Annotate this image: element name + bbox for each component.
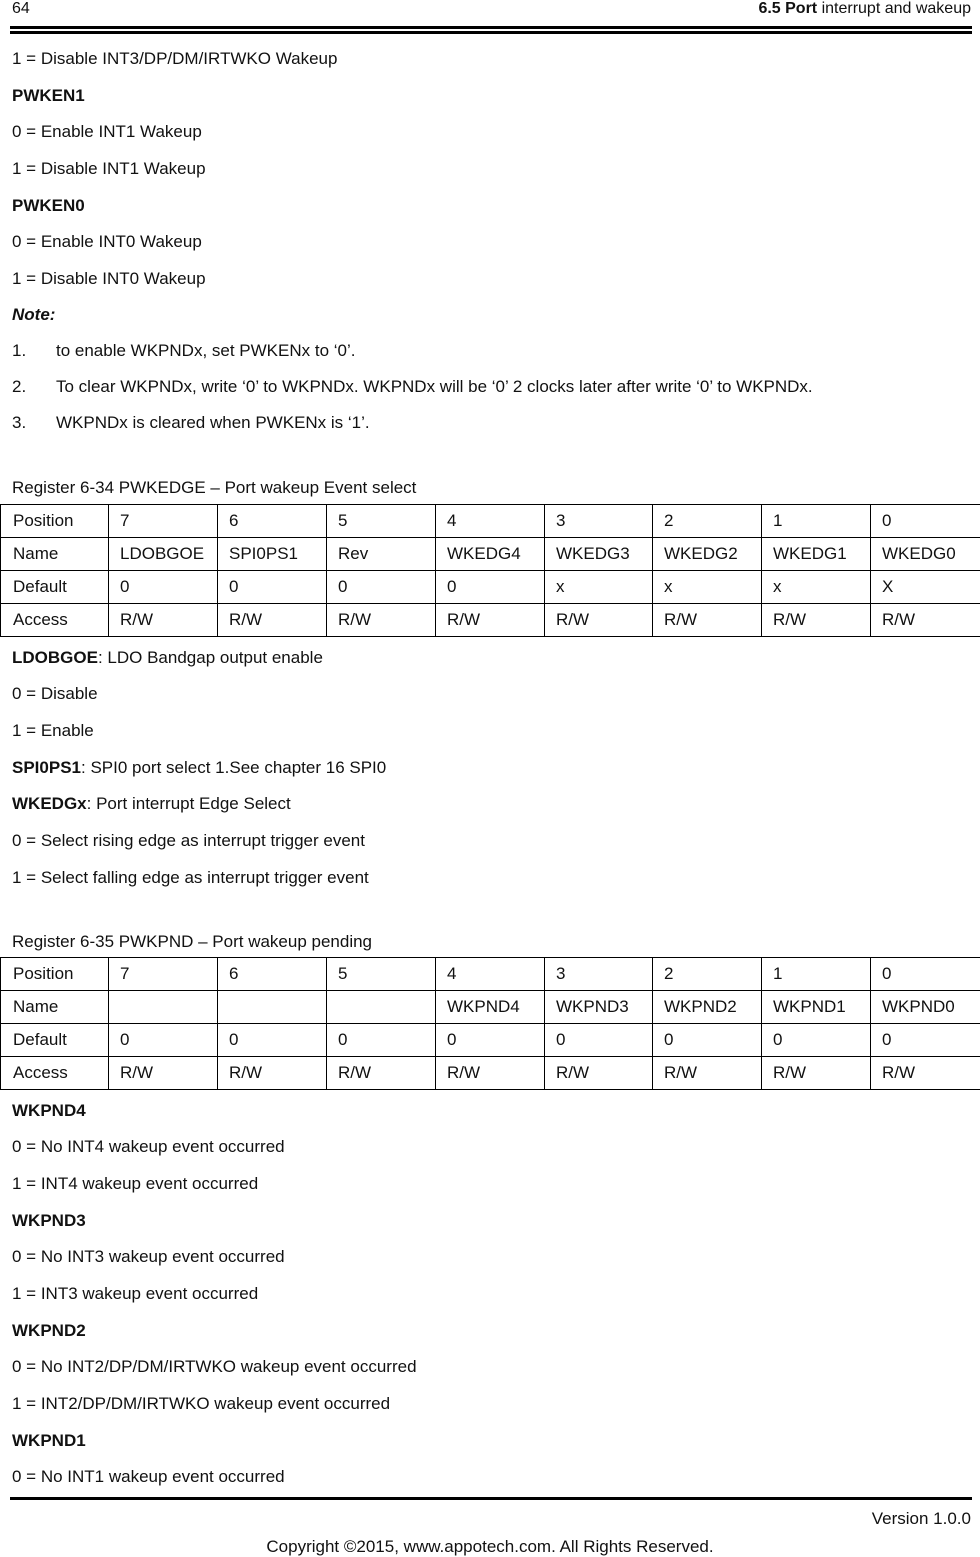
- header-rule-top: [10, 26, 972, 29]
- page-number: 64: [12, 0, 30, 17]
- table-cell: WKPND2: [653, 991, 762, 1024]
- table-cell: 0: [545, 1024, 653, 1057]
- section-title: [758, 0, 971, 18]
- table-cell: R/W: [871, 604, 980, 637]
- table-cell: WKEDG2: [653, 538, 762, 571]
- table-cell: 6: [218, 505, 327, 538]
- table-cell: X: [871, 571, 980, 604]
- table-cell: x: [653, 571, 762, 604]
- table-cell: 7: [109, 958, 218, 991]
- section-title-bold: 6.5 Port: [758, 0, 818, 17]
- table-cell: R/W: [109, 1057, 218, 1090]
- table-cell: [327, 991, 436, 1024]
- table-cell: Access: [1, 604, 109, 637]
- table-row: [1, 958, 980, 991]
- table-cell: R/W: [545, 604, 653, 637]
- field-description: [12, 648, 323, 668]
- table-cell: 0: [327, 1024, 436, 1057]
- table-cell: Position: [1, 505, 109, 538]
- table-cell: R/W: [436, 604, 545, 637]
- field-name: SPI0PS1: [12, 758, 81, 777]
- section-title-rest: interrupt and wakeup: [817, 0, 971, 17]
- page-header: [12, 0, 971, 22]
- field-description: [12, 758, 386, 778]
- field-heading: PWKEN0: [12, 196, 85, 215]
- table-cell: Default: [1, 1024, 109, 1057]
- table-cell: R/W: [762, 604, 871, 637]
- table-cell: 0: [436, 571, 545, 604]
- register-table-pwkpnd: [0, 957, 980, 1090]
- text-line: 0 = Disable: [12, 684, 98, 703]
- table-row: [1, 505, 980, 538]
- table-row: [1, 1024, 980, 1057]
- table-cell: WKEDG3: [545, 538, 653, 571]
- table-cell: Name: [1, 991, 109, 1024]
- table-cell: 6: [218, 958, 327, 991]
- table-cell: 0: [109, 1024, 218, 1057]
- text-line: 1 = Select falling edge as interrupt trigger event: [12, 868, 369, 887]
- header-rule-bottom: [10, 31, 972, 34]
- note-item-text: to enable WKPNDx, set PWKENx to ‘0’.: [56, 341, 356, 360]
- field-description: [12, 794, 291, 814]
- table-cell: Default: [1, 571, 109, 604]
- field-heading: WKPND1: [12, 1431, 86, 1450]
- table-cell: R/W: [218, 604, 327, 637]
- footer-rule: [10, 1497, 972, 1500]
- table-cell: 7: [109, 505, 218, 538]
- table-cell: 0: [871, 1024, 980, 1057]
- text-line: 0 = No INT4 wakeup event occurred: [12, 1137, 285, 1156]
- table-cell: Name: [1, 538, 109, 571]
- table-cell: x: [545, 571, 653, 604]
- table-cell: Access: [1, 1057, 109, 1090]
- text-line: 0 = No INT1 wakeup event occurred: [12, 1467, 285, 1486]
- table-cell: R/W: [109, 604, 218, 637]
- table-cell: 4: [436, 505, 545, 538]
- table-cell: [109, 991, 218, 1024]
- table-cell: 0: [762, 1024, 871, 1057]
- text-line: 0 = No INT3 wakeup event occurred: [12, 1247, 285, 1266]
- text-line: 0 = No INT2/DP/DM/IRTWKO wakeup event occurred: [12, 1357, 417, 1376]
- table-cell: R/W: [436, 1057, 545, 1090]
- note-title: Note:: [12, 305, 56, 324]
- table-cell: WKEDG4: [436, 538, 545, 571]
- footer-version: Version 1.0.0: [871, 1509, 971, 1528]
- note-item-number: 1.: [12, 341, 27, 360]
- text-line: 0 = Enable INT0 Wakeup: [12, 232, 202, 251]
- table-row: [1, 571, 980, 604]
- table-row: [1, 1057, 980, 1090]
- footer-copyright: Copyright ©2015, www.appotech.com. All Rights Reserved.: [266, 1537, 714, 1556]
- field-name: WKEDGx: [12, 794, 87, 813]
- register-caption: Register 6-34 PWKEDGE – Port wakeup Event select: [12, 478, 417, 497]
- table-cell: R/W: [871, 1057, 980, 1090]
- text-line: 0 = Select rising edge as interrupt trigger event: [12, 831, 365, 850]
- table-row: [1, 538, 980, 571]
- table-cell: 2: [653, 958, 762, 991]
- register-caption: Register 6-35 PWKPND – Port wakeup pending: [12, 932, 373, 951]
- table-cell: WKEDG1: [762, 538, 871, 571]
- table-cell: 0: [653, 1024, 762, 1057]
- table-cell: WKPND0: [871, 991, 980, 1024]
- table-cell: R/W: [653, 604, 762, 637]
- field-heading: PWKEN1: [12, 86, 85, 105]
- table-cell: 5: [327, 505, 436, 538]
- table-cell: R/W: [653, 1057, 762, 1090]
- table-cell: 0: [218, 571, 327, 604]
- table-cell: 0: [871, 505, 980, 538]
- field-heading: WKPND3: [12, 1211, 86, 1230]
- note-item-number: 3.: [12, 413, 27, 432]
- table-cell: WKPND3: [545, 991, 653, 1024]
- table-cell: LDOBGOE: [109, 538, 218, 571]
- table-row: [1, 604, 980, 637]
- text-line: 1 = Disable INT1 Wakeup: [12, 159, 206, 178]
- text-line: 1 = Disable INT0 Wakeup: [12, 269, 206, 288]
- table-cell: R/W: [327, 1057, 436, 1090]
- text-line: 1 = Disable INT3/DP/DM/IRTWKO Wakeup: [12, 49, 338, 68]
- note-item-text: WKPNDx is cleared when PWKENx is ‘1’.: [56, 413, 370, 432]
- field-heading: WKPND4: [12, 1101, 86, 1120]
- table-cell: 0: [871, 958, 980, 991]
- field-desc-text: : Port interrupt Edge Select: [86, 794, 291, 813]
- field-desc-text: : LDO Bandgap output enable: [97, 648, 323, 667]
- table-cell: 3: [545, 958, 653, 991]
- table-cell: 2: [653, 505, 762, 538]
- table-cell: R/W: [545, 1057, 653, 1090]
- table-cell: 5: [327, 958, 436, 991]
- table-cell: x: [762, 571, 871, 604]
- text-line: 0 = Enable INT1 Wakeup: [12, 122, 202, 141]
- text-line: 1 = INT2/DP/DM/IRTWKO wakeup event occurred: [12, 1394, 391, 1413]
- text-line: 1 = Enable: [12, 721, 94, 740]
- table-cell: 4: [436, 958, 545, 991]
- note-item-number: 2.: [12, 377, 27, 396]
- table-cell: 0: [109, 571, 218, 604]
- table-cell: Position: [1, 958, 109, 991]
- note-item-text: To clear WKPNDx, write ‘0’ to WKPNDx. WKPNDx will be ‘0’ 2 clocks later after write ‘0’ to WKPNDx.: [56, 377, 813, 396]
- table-cell: 0: [436, 1024, 545, 1057]
- table-cell: 1: [762, 505, 871, 538]
- register-table-pwkedge: [0, 504, 980, 637]
- table-cell: R/W: [762, 1057, 871, 1090]
- text-line: 1 = INT4 wakeup event occurred: [12, 1174, 259, 1193]
- table-cell: 0: [327, 571, 436, 604]
- table-cell: WKPND4: [436, 991, 545, 1024]
- table-cell: 1: [762, 958, 871, 991]
- table-cell: 0: [218, 1024, 327, 1057]
- table-cell: R/W: [218, 1057, 327, 1090]
- table-cell: 3: [545, 505, 653, 538]
- field-name: LDOBGOE: [12, 648, 98, 667]
- table-cell: Rev: [327, 538, 436, 571]
- table-row: [1, 991, 980, 1024]
- field-desc-text: : SPI0 port select 1.See chapter 16 SPI0: [81, 758, 387, 777]
- table-cell: SPI0PS1: [218, 538, 327, 571]
- table-cell: [218, 991, 327, 1024]
- table-cell: R/W: [327, 604, 436, 637]
- text-line: 1 = INT3 wakeup event occurred: [12, 1284, 259, 1303]
- table-cell: WKPND1: [762, 991, 871, 1024]
- table-cell: WKEDG0: [871, 538, 980, 571]
- field-heading: WKPND2: [12, 1321, 86, 1340]
